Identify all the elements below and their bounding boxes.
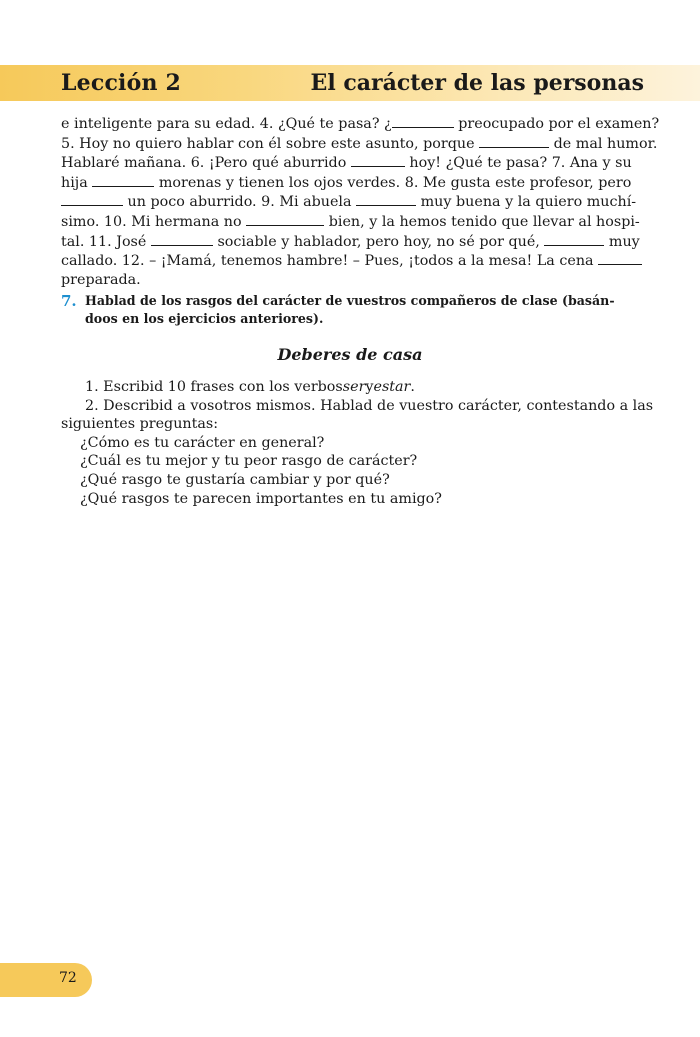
- homework-question: ¿Cuál es tu mejor y tu peor rasgo de carácter?: [80, 453, 418, 470]
- text-line: callado. 12. – ¡Mamá, tenemos hambre! – Pues, ¡todos a la mesa! La cena: [61, 251, 643, 271]
- fill-in-blank[interactable]: [479, 134, 549, 148]
- lesson-title: El carácter de las personas: [310, 70, 644, 96]
- homework-question: ¿Qué rasgos te parecen importantes en tu amigo?: [80, 490, 442, 507]
- fill-in-blank[interactable]: [351, 153, 405, 167]
- exercise-number: 7.: [61, 292, 77, 310]
- text-line: Hablaré mañana. 6. ¡Pero qué aburrido hoy! ¿Qué te pasa? 7. Ana y su: [61, 155, 632, 172]
- exercise-7: [61, 292, 643, 327]
- fill-in-blank[interactable]: [392, 114, 454, 128]
- fill-in-blank[interactable]: [598, 251, 642, 265]
- text-line: 5. Hoy no quiero hablar con él sobre este asunto, porque de mal humor.: [61, 135, 658, 152]
- fill-in-blank[interactable]: [544, 232, 604, 246]
- text-line: un poco aburrido. 9. Mi abuela muy buena y la quiero muchí-: [61, 192, 643, 212]
- text-line: e inteligente para su edad. 4. ¿Qué te pasa? ¿ preocupado por el examen?: [61, 116, 660, 132]
- text-line: tal. 11. José sociable y hablador, pero hoy, no sé por qué, muy: [61, 233, 640, 250]
- homework-item-2-cont: siguientes preguntas:: [61, 416, 219, 433]
- fill-in-blank[interactable]: [61, 192, 123, 206]
- homework-question: ¿Cómo es tu carácter en general?: [80, 434, 325, 451]
- text-line: hija morenas y tienen los ojos verdes. 8. Me gusta este profesor, pero: [61, 174, 632, 191]
- homework-question: ¿Qué rasgo te gustaría cambiar y por qué?: [80, 471, 390, 488]
- text-line: simo. 10. Mi hermana no bien, y la hemos tenido que llevar al hospi-: [61, 213, 640, 230]
- homework-item-2: 2. Describid a vosotros mismos. Hablad de vuestro carácter, contestando a las: [85, 397, 654, 414]
- homework-heading: Deberes de casa: [277, 345, 423, 364]
- lesson-number: Lección 2: [61, 70, 182, 96]
- fill-in-blank[interactable]: [246, 212, 324, 226]
- homework-item-1: 1. Escribid 10 frases con los verbos ser y estar .: [85, 379, 415, 395]
- fill-in-blank[interactable]: [356, 192, 416, 206]
- text-line: preparada.: [61, 271, 141, 288]
- page-number-tab: [0, 963, 92, 997]
- exercise-text-block: [61, 114, 660, 289]
- exercise-instruction: Hablad de los rasgos del carácter de vuestros compañeros de clase (basán- doos en los ejercicios anteriores).: [85, 293, 615, 326]
- fill-in-blank[interactable]: [151, 232, 213, 246]
- homework-block: [61, 378, 654, 508]
- fill-in-blank[interactable]: [92, 173, 154, 187]
- page-number: 72: [59, 970, 77, 986]
